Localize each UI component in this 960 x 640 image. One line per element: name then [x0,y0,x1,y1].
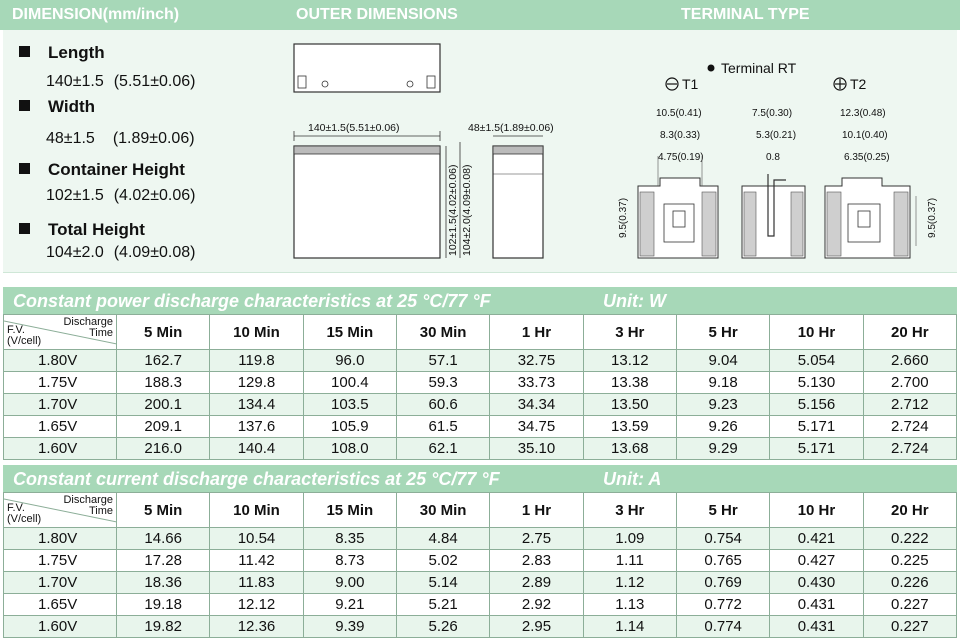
table-cell: 96.0 [303,350,396,372]
dim-width-label: Width [19,97,95,117]
table-cell: 162.7 [117,350,210,372]
table-cell: 9.18 [676,372,769,394]
table-cell: 1.12 [583,572,676,594]
table-cell: 129.8 [210,372,303,394]
svg-text:5.3(0.21): 5.3(0.21) [756,130,797,141]
column-header: 10 Min [210,315,303,350]
table-cell: 13.68 [583,438,676,460]
table-cell: 0.431 [770,616,863,638]
svg-text:12.3(0.48): 12.3(0.48) [840,108,886,119]
table-corner-header: Discharge Time F.V. (V/cell) [4,493,117,528]
table-cell: 5.14 [396,572,489,594]
dim-length-value: 140±1.5 (5.51±0.06) [46,73,196,90]
battery-top-view [294,44,440,92]
table-cell: 19.82 [117,616,210,638]
final-voltage-cell: 1.70V [4,572,117,594]
svg-text:10.1(0.40): 10.1(0.40) [842,130,888,141]
total-height-dimension-label: 104±2.0(4.09±0.08) [461,164,473,256]
table-cell: 0.772 [676,594,769,616]
table-cell: 103.5 [303,394,396,416]
table-row [4,616,957,638]
table-cell: 2.660 [863,350,956,372]
table-cell: 2.89 [490,572,583,594]
table-cell: 13.59 [583,416,676,438]
bullet-dot-icon [708,65,715,72]
column-header: 3 Hr [583,493,676,528]
table-corner-header: Discharge Time F.V. (V/cell) [4,315,117,350]
column-header: 30 Min [396,315,489,350]
column-header: 30 Min [396,493,489,528]
table-cell: 1.09 [583,528,676,550]
table-cell: 12.36 [210,616,303,638]
table-cell: 10.54 [210,528,303,550]
current-table-title-bar [3,465,957,492]
table-cell: 100.4 [303,372,396,394]
column-header: 5 Min [117,315,210,350]
column-header: 10 Min [210,493,303,528]
battery-front-view [294,146,440,258]
svg-text:4.75(0.19): 4.75(0.19) [658,152,704,163]
column-header: 5 Hr [676,315,769,350]
column-header: 5 Hr [676,493,769,528]
table-row [4,438,957,460]
table-cell: 8.35 [303,528,396,550]
table-cell: 9.00 [303,572,396,594]
table-cell: 9.29 [676,438,769,460]
column-header: 1 Hr [490,315,583,350]
table-cell: 5.156 [770,394,863,416]
dim-width-value: 48±1.5 (1.89±0.06) [46,130,195,147]
column-header: 20 Hr [863,315,956,350]
table-cell: 2.95 [490,616,583,638]
table-cell: 105.9 [303,416,396,438]
table-cell: 0.754 [676,528,769,550]
table-row [4,394,957,416]
table-row [4,416,957,438]
table-cell: 2.724 [863,438,956,460]
table-cell: 5.130 [770,372,863,394]
table-cell: 2.75 [490,528,583,550]
table-cell: 0.430 [770,572,863,594]
dimension-title: DIMENSION(mm/inch) [12,6,180,23]
terminal-type-title: TERMINAL TYPE [681,6,810,23]
svg-text:10.5(0.41): 10.5(0.41) [656,108,702,119]
current-table-title: Constant current discharge characteristics at 25 °C/77 °F [13,469,500,489]
final-voltage-cell: 1.60V [4,438,117,460]
table-cell: 35.10 [490,438,583,460]
svg-text:7.5(0.30): 7.5(0.30) [752,108,793,119]
dim-total-height-label: Total Height [19,220,145,240]
bullet-square-icon [19,163,30,174]
table-cell: 188.3 [117,372,210,394]
table-cell: 11.83 [210,572,303,594]
column-header: 10 Hr [770,315,863,350]
column-header: 1 Hr [490,493,583,528]
table-cell: 0.427 [770,550,863,572]
table-cell: 18.36 [117,572,210,594]
column-header: 15 Min [303,493,396,528]
svg-text:9.5(0.37): 9.5(0.37) [618,197,629,238]
table-row [4,594,957,616]
table-cell: 2.700 [863,372,956,394]
table-cell: 0.227 [863,594,956,616]
table-cell: 0.226 [863,572,956,594]
column-header: 10 Hr [770,493,863,528]
final-voltage-cell: 1.80V [4,528,117,550]
current-table-unit: Unit: A [603,469,662,489]
t1-label: T1 [682,76,699,92]
table-cell: 2.712 [863,394,956,416]
battery-side-view [493,146,543,258]
column-header: 15 Min [303,315,396,350]
outer-dimensions-drawing [288,38,578,268]
power-discharge-table [3,314,957,460]
power-table-unit: Unit: W [603,291,666,311]
table-cell: 33.73 [490,372,583,394]
table-cell: 9.21 [303,594,396,616]
table-cell: 1.13 [583,594,676,616]
table-cell: 32.75 [490,350,583,372]
table-cell: 0.222 [863,528,956,550]
dim-length-label: Length [19,43,105,63]
width-dimension-label: 48±1.5(1.89±0.06) [468,122,554,134]
dim-total-height-value: 104±2.0 (4.09±0.08) [46,244,196,261]
table-cell: 17.28 [117,550,210,572]
table-cell: 5.054 [770,350,863,372]
column-header: 3 Hr [583,315,676,350]
table-cell: 57.1 [396,350,489,372]
bullet-square-icon [19,223,30,234]
svg-text:8.3(0.33): 8.3(0.33) [660,130,701,141]
table-cell: 200.1 [117,394,210,416]
table-cell: 137.6 [210,416,303,438]
table-row [4,572,957,594]
table-cell: 0.431 [770,594,863,616]
dim-container-height-label: Container Height [19,160,185,180]
column-header: 20 Hr [863,493,956,528]
table-cell: 134.4 [210,394,303,416]
table-cell: 5.26 [396,616,489,638]
final-voltage-cell: 1.65V [4,416,117,438]
table-row [4,528,957,550]
length-dimension-label: 140±1.5(5.51±0.06) [308,122,400,134]
table-cell: 13.38 [583,372,676,394]
final-voltage-cell: 1.75V [4,550,117,572]
t2-label: T2 [850,76,867,92]
table-cell: 0.225 [863,550,956,572]
final-voltage-cell: 1.70V [4,394,117,416]
terminal-drawing [610,56,955,271]
table-cell: 1.14 [583,616,676,638]
bullet-square-icon [19,100,30,111]
table-cell: 19.18 [117,594,210,616]
table-cell: 0.765 [676,550,769,572]
table-cell: 61.5 [396,416,489,438]
table-cell: 2.83 [490,550,583,572]
table-cell: 34.34 [490,394,583,416]
table-cell: 0.774 [676,616,769,638]
table-cell: 13.50 [583,394,676,416]
power-table-title-bar [3,287,957,314]
table-cell: 5.171 [770,416,863,438]
table-cell: 1.11 [583,550,676,572]
table-cell: 11.42 [210,550,303,572]
table-row [4,550,957,572]
table-row [4,350,957,372]
table-cell: 13.12 [583,350,676,372]
table-cell: 62.1 [396,438,489,460]
bullet-square-icon [19,46,30,57]
outer-dimensions-title: OUTER DIMENSIONS [296,6,458,23]
header-bar [0,0,960,30]
table-cell: 60.6 [396,394,489,416]
table-cell: 4.84 [396,528,489,550]
container-height-dimension-label: 102±1.5(4.02±0.06) [447,164,459,256]
table-cell: 5.21 [396,594,489,616]
table-cell: 140.4 [210,438,303,460]
table-row [4,372,957,394]
final-voltage-cell: 1.80V [4,350,117,372]
table-cell: 59.3 [396,372,489,394]
table-cell: 2.92 [490,594,583,616]
table-cell: 0.421 [770,528,863,550]
final-voltage-cell: 1.75V [4,372,117,394]
svg-text:9.5(0.37): 9.5(0.37) [927,197,938,238]
table-cell: 0.769 [676,572,769,594]
svg-text:6.35(0.25): 6.35(0.25) [844,152,890,163]
table-cell: 12.12 [210,594,303,616]
final-voltage-cell: 1.60V [4,616,117,638]
power-table-title: Constant power discharge characteristics at 25 °C/77 °F [13,291,491,311]
table-cell: 119.8 [210,350,303,372]
table-cell: 0.227 [863,616,956,638]
table-cell: 5.171 [770,438,863,460]
table-cell: 9.39 [303,616,396,638]
table-cell: 8.73 [303,550,396,572]
table-cell: 209.1 [117,416,210,438]
table-cell: 9.23 [676,394,769,416]
table-cell: 2.724 [863,416,956,438]
final-voltage-cell: 1.65V [4,594,117,616]
svg-text:0.8: 0.8 [766,152,780,163]
table-cell: 14.66 [117,528,210,550]
table-cell: 5.02 [396,550,489,572]
dim-container-height-value: 102±1.5 (4.02±0.06) [46,187,196,204]
table-cell: 9.04 [676,350,769,372]
table-cell: 216.0 [117,438,210,460]
column-header: 5 Min [117,493,210,528]
current-discharge-table [3,492,957,638]
terminal-type-label: Terminal RT [721,60,797,76]
table-cell: 9.26 [676,416,769,438]
table-cell: 108.0 [303,438,396,460]
table-cell: 34.75 [490,416,583,438]
